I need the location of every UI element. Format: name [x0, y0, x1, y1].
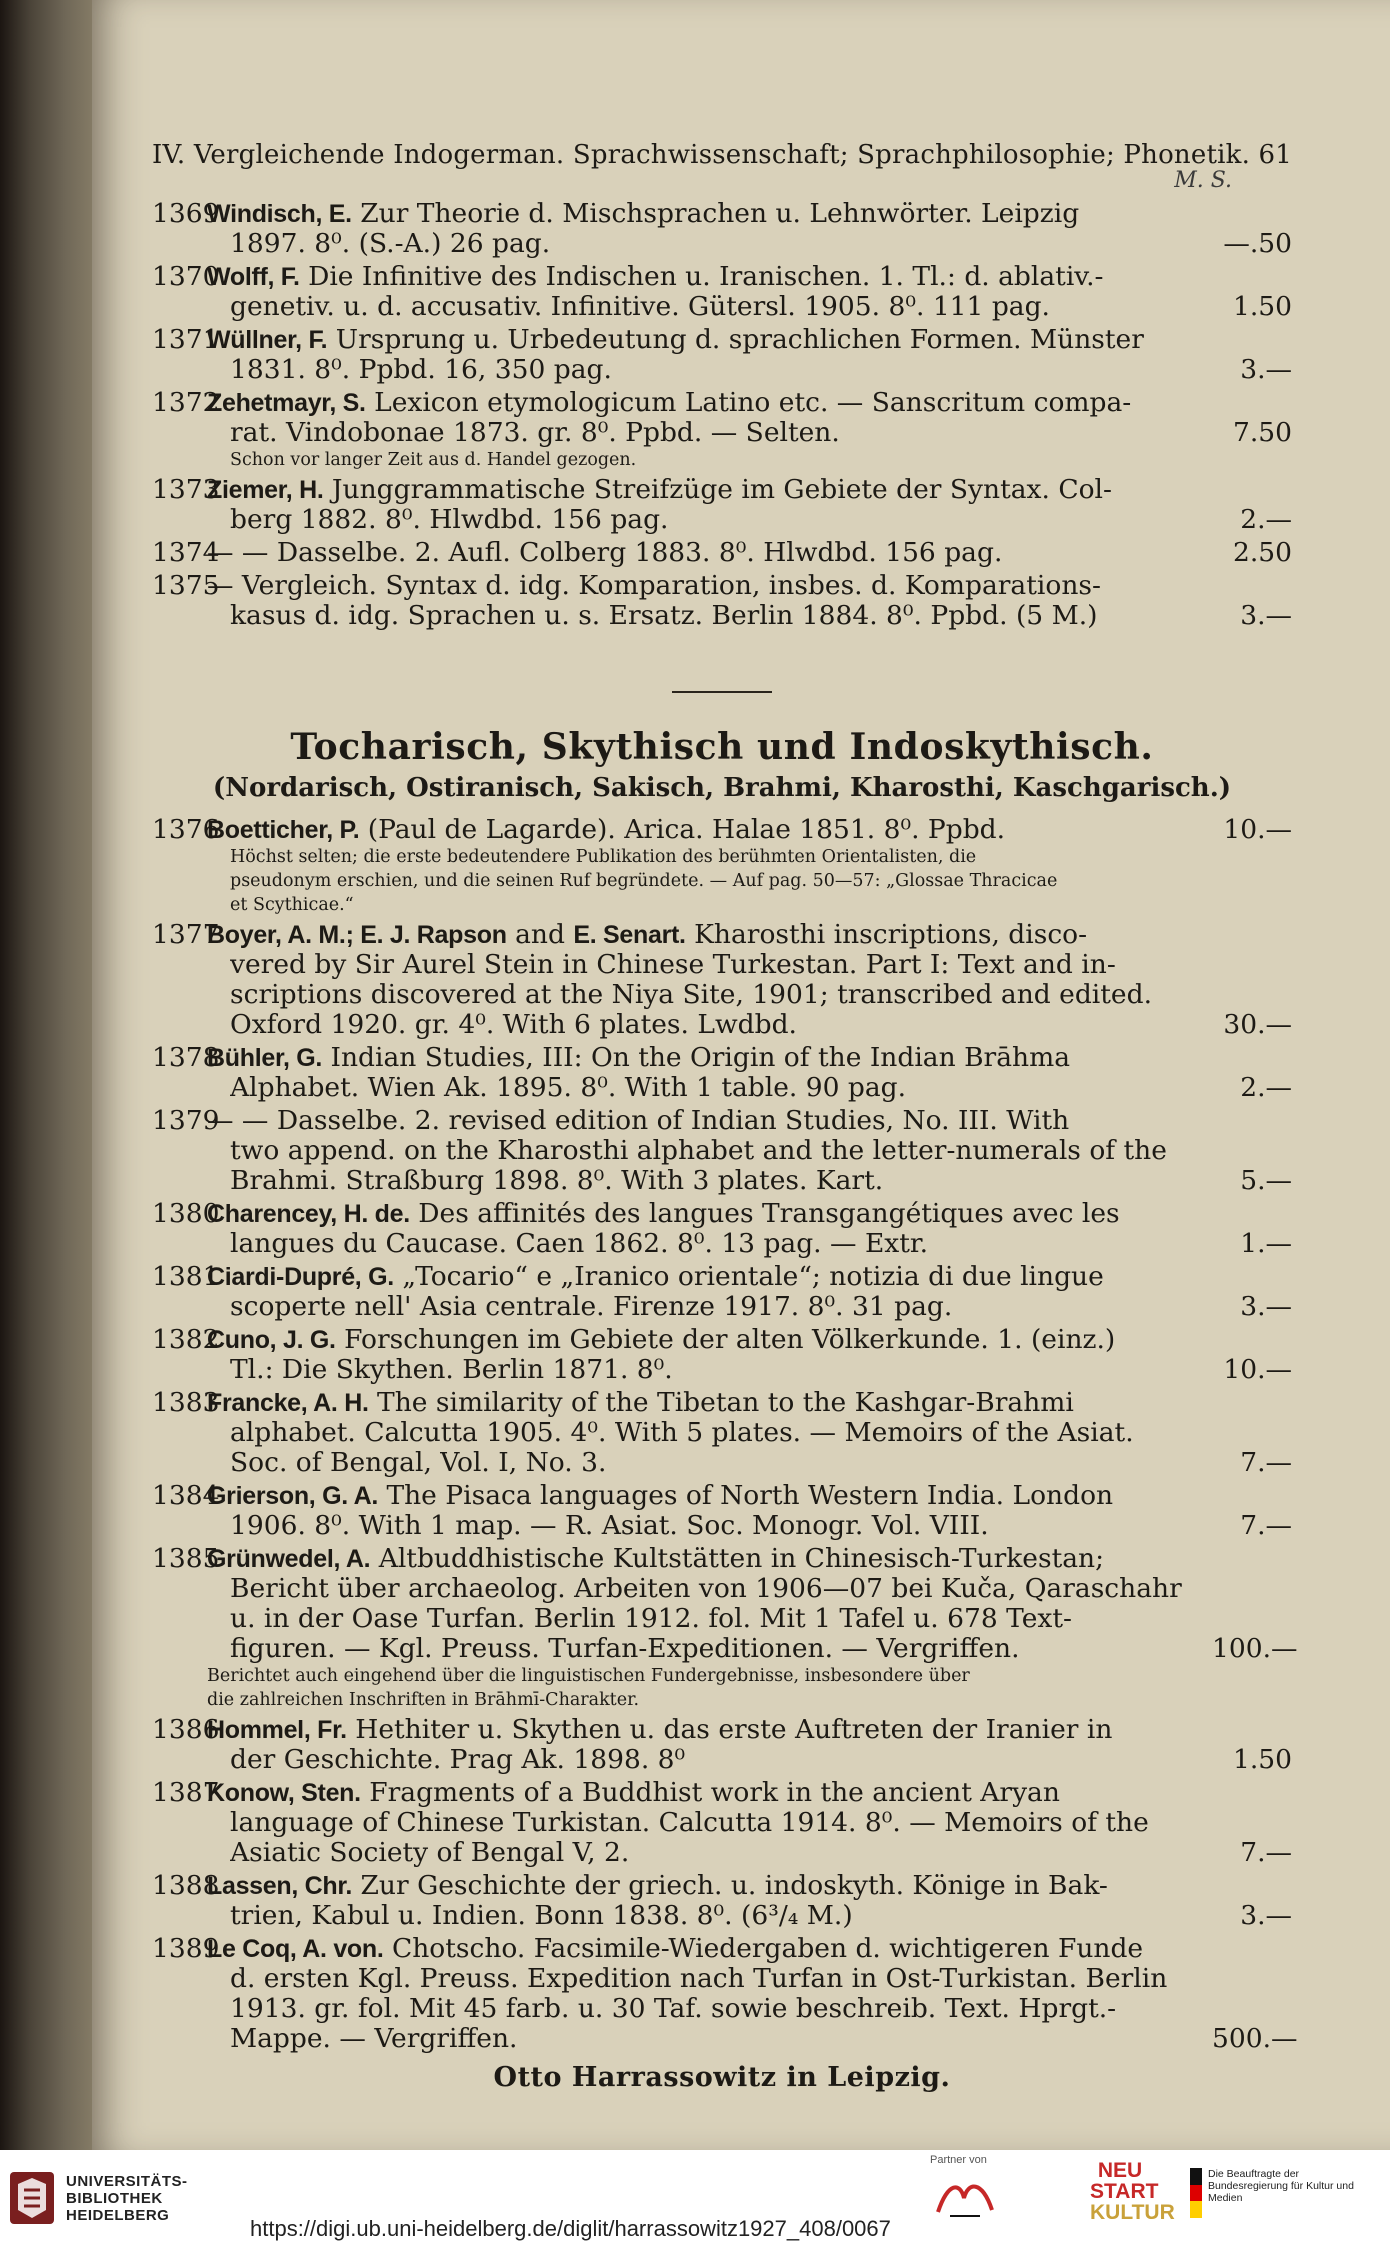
catalog-page — [92, 0, 1390, 2150]
entry-description: Asiatic Society of Bengal V, 2. — [230, 1838, 630, 1868]
entry-text — [207, 1106, 1212, 1136]
entry-text — [230, 1574, 1212, 1604]
catalog-entry — [152, 325, 1292, 385]
entry-number: 1372 — [152, 387, 220, 418]
entry-description: Oxford 1920. gr. 4⁰. With 6 plates. Lwdbd. — [230, 1010, 797, 1040]
entry-author: Boyer, A. M.; E. J. Rapson — [207, 921, 507, 949]
entry-text — [207, 920, 1212, 950]
entry-list-bottom — [152, 814, 1298, 2054]
entry-description: 1831. 8⁰. Ppbd. 16, 350 pag. — [230, 355, 612, 385]
entry-text — [207, 1043, 1212, 1073]
entry-description: Ursprung u. Urbedeutung d. sprachlichen Formen. Münster — [327, 325, 1144, 355]
catalog-entry — [152, 199, 1292, 259]
entry-line — [152, 292, 1292, 322]
entry-line — [152, 1073, 1292, 1103]
entry-text — [230, 1355, 1212, 1385]
entry-text — [230, 1136, 1212, 1166]
catalog-entry — [152, 1871, 1292, 1931]
dfg-logo-icon — [930, 2172, 1000, 2222]
entry-line — [152, 1355, 1292, 1385]
entry-line — [152, 571, 1292, 601]
entry-text — [230, 1166, 1212, 1196]
entry-price: 2.— — [1240, 1072, 1292, 1103]
entry-line — [152, 1574, 1292, 1604]
entry-note: Schon vor langer Zeit aus d. Handel gezogen. — [230, 450, 637, 470]
entry-description: alphabet. Calcutta 1905. 4⁰. With 5 plates. — Memoirs of the Asiat. — [230, 1418, 1134, 1448]
entry-line — [152, 1715, 1292, 1745]
entry-text — [207, 1544, 1212, 1574]
entry-text — [207, 571, 1212, 601]
entry-text — [230, 1010, 1212, 1040]
entry-description: Lexicon etymologicum Latino etc. — Sanscritum compa- — [365, 388, 1132, 418]
library-line: HEIDELBERG — [66, 2206, 170, 2224]
entry-description: (Paul de Lagarde). Arica. Halae 1851. 8⁰. Ppbd. — [359, 815, 1006, 845]
entry-description: Soc. of Bengal, Vol. I, No. 3. — [230, 1448, 607, 1478]
entry-description: figuren. — Kgl. Preuss. Turfan-Expeditionen. — Vergriffen. — [230, 1634, 1020, 1664]
entry-text — [230, 1634, 1212, 1664]
entry-text — [207, 325, 1212, 355]
entry-description: Des affinités des langues Transgangétiques avec les — [409, 1199, 1120, 1229]
entry-text — [230, 1994, 1212, 2024]
entry-number: 1386 — [152, 1714, 220, 1745]
entry-description: Mappe. — Vergriffen. — [230, 2024, 518, 2054]
entry-line — [152, 1262, 1292, 1292]
entry-description: kasus d. idg. Sprachen u. s. Ersatz. Berlin 1884. 8⁰. Ppbd. (5 M.) — [230, 601, 1098, 631]
entry-line — [152, 388, 1292, 418]
entry-price: 1.50 — [1232, 1744, 1292, 1775]
catalog-entry — [152, 262, 1292, 322]
entry-text — [207, 1778, 1212, 1808]
neustart-line: NEU — [1097, 2159, 1143, 2182]
entry-text — [230, 355, 1212, 385]
entry-number: 1381 — [152, 1261, 220, 1292]
entry-line — [152, 1325, 1292, 1355]
entry-line — [152, 1901, 1292, 1931]
entry-line — [152, 1745, 1292, 1775]
entry-price: 1.— — [1240, 1228, 1292, 1259]
catalog-entry — [152, 1325, 1292, 1385]
entry-text — [207, 1715, 1212, 1745]
catalog-entry — [152, 815, 1292, 917]
entry-description: Chotscho. Facsimile-Wiedergaben d. wichtigeren Funde — [383, 1934, 1144, 1964]
entry-line — [152, 1229, 1292, 1259]
neustart-kultur: KULTUR — [1090, 2201, 1175, 2224]
entry-text — [230, 950, 1212, 980]
bkm-logo — [1190, 2168, 1358, 2218]
entry-description: Alphabet. Wien Ak. 1895. 8⁰. With 1 table. 90 pag. — [230, 1073, 907, 1103]
entry-text — [207, 475, 1212, 505]
entry-number: 1388 — [152, 1870, 220, 1901]
entry-price: 2.— — [1240, 504, 1292, 535]
entry-text — [230, 418, 1212, 448]
entry-line — [152, 1964, 1292, 1994]
entry-number: 1371 — [152, 324, 220, 355]
library-line: BIBLIOTHEK — [66, 2189, 163, 2207]
source-url[interactable]: https://digi.ub.uni-heidelberg.de/diglit/harrassowitz1927_408/0067 — [250, 2216, 891, 2241]
entry-number: 1384 — [152, 1480, 220, 1511]
entry-description: d. ersten Kgl. Preuss. Expedition nach Turfan in Ost-Turkistan. Berlin — [230, 1964, 1168, 1994]
entry-price: 7.— — [1240, 1837, 1292, 1868]
catalog-entry — [152, 1199, 1292, 1259]
entry-line — [152, 538, 1292, 568]
entry-note: et Scythicae.“ — [230, 895, 354, 915]
entry-text — [207, 815, 1212, 845]
entry-author: Wüllner, F. — [207, 326, 328, 354]
entry-line — [152, 1136, 1292, 1166]
entry-description: The Pisaca languages of North Western India. London — [378, 1481, 1114, 1511]
entry-price: 3.— — [1240, 600, 1292, 631]
entry-line — [152, 1199, 1292, 1229]
entry-text — [207, 1388, 1212, 1418]
entry-description: 1913. gr. fol. Mit 45 farb. u. 30 Taf. sowie beschreib. Text. Hprgt.- — [230, 1994, 1117, 2024]
entry-number: 1382 — [152, 1324, 220, 1355]
catalog-entry — [152, 475, 1292, 535]
library-name — [66, 2173, 188, 2224]
entry-text — [230, 601, 1212, 631]
entry-line — [152, 815, 1292, 845]
entry-text — [230, 1745, 1212, 1775]
entry-number: 1389 — [152, 1933, 220, 1964]
entry-author: Boetticher, P. — [207, 816, 360, 844]
neustart-kultur-logo — [1090, 2159, 1175, 2224]
entry-text — [207, 1325, 1212, 1355]
entry-price: 10.— — [1223, 1354, 1292, 1385]
entry-description: rat. Vindobonae 1873. gr. 8⁰. Ppbd. — Selten. — [230, 418, 840, 448]
entry-number: 1385 — [152, 1543, 220, 1574]
entry-line — [152, 1778, 1292, 1808]
catalog-entry — [152, 1778, 1292, 1868]
entry-author: Bühler, G. — [207, 1044, 323, 1072]
neustart-line: START — [1090, 2180, 1159, 2203]
entry-author: Ziemer, H. — [207, 476, 324, 504]
university-library-logo[interactable] — [8, 2170, 188, 2226]
entry-text — [207, 199, 1212, 229]
entry-text — [230, 1511, 1212, 1541]
entry-line — [152, 1418, 1292, 1448]
entry-price: 3.— — [1240, 1291, 1292, 1322]
entry-line — [152, 1604, 1292, 1634]
entry-number: 1376 — [152, 814, 220, 845]
publisher-imprint: Otto Harrassowitz in Leipzig. — [493, 2062, 951, 2093]
entry-line — [152, 1544, 1292, 1574]
german-flag-icon — [1190, 2168, 1202, 2218]
entry-line — [152, 2023, 1298, 2054]
entry-description: Forschungen im Gebiete der alten Völkerkunde. 1. (einz.) — [335, 1325, 1116, 1355]
entry-text — [230, 1073, 1212, 1103]
entry-number: 1377 — [152, 919, 220, 950]
entry-line — [152, 1633, 1298, 1664]
entry-description: scriptions discovered at the Niya Site, 1901; transcribed and edited. — [230, 980, 1152, 1010]
entry-line — [152, 1166, 1292, 1196]
entry-number: 1369 — [152, 198, 220, 229]
entry-author: Wolff, F. — [207, 263, 300, 291]
entry-text — [207, 388, 1212, 418]
entry-line — [152, 355, 1292, 385]
entry-line — [152, 229, 1292, 259]
entry-line — [152, 1292, 1292, 1322]
entry-description: trien, Kabul u. Indien. Bonn 1838. 8⁰. (6³/₄ M.) — [230, 1901, 853, 1931]
entry-text — [207, 1199, 1212, 1229]
catalog-entry — [152, 1043, 1292, 1103]
entry-author: E. Senart. — [573, 921, 686, 949]
entry-line — [152, 418, 1292, 448]
entry-author: Francke, A. H. — [207, 1389, 369, 1417]
bkm-text: Die Beauftragte der Bundesregierung für Kultur und Medien — [1208, 2168, 1354, 2204]
entry-text — [230, 1901, 1212, 1931]
entry-line — [152, 920, 1292, 950]
entry-text — [230, 1418, 1212, 1448]
catalog-entry — [152, 1262, 1292, 1322]
entry-line — [152, 1994, 1292, 2024]
entry-description: — Vergleich. Syntax d. idg. Komparation, insbes. d. Komparations- — [207, 571, 1101, 601]
entry-author: Lassen, Chr. — [207, 1872, 353, 1900]
entry-description: Brahmi. Straßburg 1898. 8⁰. With 3 plates. Kart. — [230, 1166, 884, 1196]
catalog-entry — [152, 388, 1292, 472]
digitization-footer — [0, 2150, 1390, 2246]
entry-line — [152, 1448, 1292, 1478]
entry-list-top — [152, 199, 1292, 631]
catalog-entry — [152, 571, 1292, 631]
entry-number: 1373 — [152, 474, 220, 505]
entry-description: Tl.: Die Skythen. Berlin 1871. 8⁰. — [230, 1355, 673, 1385]
entry-text — [207, 1934, 1212, 1964]
entry-text — [230, 2024, 1212, 2054]
catalog-entry — [152, 1388, 1292, 1478]
library-line: UNIVERSITÄTS- — [66, 2172, 188, 2190]
entry-author: Grünwedel, A. — [207, 1545, 371, 1573]
entry-price: 100.— — [1212, 1633, 1298, 1664]
entry-price: 2.50 — [1232, 537, 1292, 568]
book-binding-edge — [0, 0, 100, 2150]
entry-author: Ciardi-Dupré, G. — [207, 1263, 394, 1291]
entry-text — [230, 1838, 1212, 1868]
entry-number: 1374 — [152, 537, 220, 568]
catalog-entry — [152, 1481, 1292, 1541]
university-seal-icon — [8, 2170, 56, 2226]
entry-text — [230, 1964, 1212, 1994]
entry-line — [152, 262, 1292, 292]
entry-number: 1387 — [152, 1777, 220, 1808]
entry-description: Zur Geschichte der griech. u. indoskyth. Könige in Bak- — [352, 1871, 1108, 1901]
entry-price: —.50 — [1223, 228, 1292, 259]
entry-line — [152, 1106, 1292, 1136]
entry-line — [152, 325, 1292, 355]
entry-description: Fragments of a Buddhist work in the ancient Aryan — [360, 1778, 1060, 1808]
entry-text — [230, 1229, 1212, 1259]
entry-line — [152, 1481, 1292, 1511]
entry-line — [152, 950, 1292, 980]
entry-price: 1.50 — [1232, 291, 1292, 322]
entry-description: Junggrammatische Streifzüge im Gebiete der Syntax. Col- — [323, 475, 1112, 505]
catalog-entry — [152, 1715, 1292, 1775]
entry-text — [207, 262, 1212, 292]
running-head-title: IV. Vergleichende Indogerman. Sprachwissenschaft; Sprachphilosophie; Phonetik. — [152, 140, 1251, 170]
entry-text — [230, 1448, 1212, 1478]
entry-description: language of Chinese Turkistan. Calcutta 1914. 8⁰. — Memoirs of the — [230, 1808, 1149, 1838]
entry-line — [152, 1511, 1292, 1541]
entry-line — [152, 1934, 1292, 1964]
entry-line — [152, 980, 1292, 1010]
entry-line — [152, 601, 1292, 631]
entry-description: — — Dasselbe. 2. Aufl. Colberg 1883. 8⁰. Hlwdbd. 156 pag. — [207, 538, 1003, 568]
entry-description: — — Dasselbe. 2. revised edition of Indian Studies, No. III. With — [207, 1106, 1070, 1136]
entry-description: scoperte nell' Asia centrale. Firenze 1917. 8⁰. 31 pag. — [230, 1292, 953, 1322]
page-number: 61 — [1258, 140, 1292, 170]
section-subtitle: (Nordarisch, Ostiranisch, Sakisch, Brahmi, Kharosthi, Kaschgarisch.) — [212, 773, 1232, 803]
entry-note: die zahlreichen Inschriften in Brāhmī-Charakter. — [207, 1690, 640, 1710]
section-title: Tocharisch, Skythisch und Indoskythisch. — [290, 726, 1154, 768]
entry-text — [207, 1262, 1212, 1292]
catalog-entry — [152, 538, 1292, 568]
entry-description: „Tocario“ e „Iranico orientale“; notizia di due lingue — [393, 1262, 1104, 1292]
entry-description: Kharosthi inscriptions, disco- — [685, 920, 1088, 950]
entry-description: Altbuddhistische Kultstätten in Chinesisch-Turkestan; — [370, 1544, 1105, 1574]
entry-line — [152, 1808, 1292, 1838]
entry-number: 1379 — [152, 1105, 220, 1136]
entry-text — [230, 1604, 1212, 1634]
entry-line — [152, 1388, 1292, 1418]
catalog-entry — [152, 1106, 1292, 1196]
catalog-entry — [152, 1543, 1298, 1712]
entry-number: 1370 — [152, 261, 220, 292]
entry-description: Hethiter u. Skythen u. das erste Auftreten der Iranier in — [346, 1715, 1113, 1745]
entry-text — [230, 1808, 1212, 1838]
section-divider — [672, 691, 772, 693]
entry-description: and — [506, 920, 574, 950]
entry-description: 1906. 8⁰. With 1 map. — R. Asiat. Soc. Monogr. Vol. VIII. — [230, 1511, 989, 1541]
entry-note: pseudonym erschien, und die seinen Ruf begründete. — Auf pag. 50—57: „Glossae Thracicae — [230, 871, 1058, 891]
entry-number: 1380 — [152, 1198, 220, 1229]
entry-description: Indian Studies, III: On the Origin of the Indian Brāhma — [322, 1043, 1071, 1073]
entry-line — [152, 1010, 1292, 1040]
entry-text — [230, 229, 1212, 259]
entry-note: Berichtet auch eingehend über die linguistischen Fundergebnisse, insbesondere über — [207, 1666, 970, 1686]
page-content — [152, 140, 1298, 2093]
entry-price: 3.— — [1240, 354, 1292, 385]
entry-text — [230, 980, 1212, 1010]
entry-description: two append. on the Kharosthi alphabet and the letter-numerals of the — [230, 1136, 1167, 1166]
entry-price: 10.— — [1223, 814, 1292, 845]
entry-line — [152, 1043, 1292, 1073]
entry-text — [207, 538, 1212, 568]
entry-text — [230, 1292, 1212, 1322]
entry-text — [207, 1871, 1212, 1901]
entry-description: berg 1882. 8⁰. Hlwdbd. 156 pag. — [230, 505, 669, 535]
catalog-entry — [152, 1933, 1298, 2054]
entry-description: der Geschichte. Prag Ak. 1898. 8⁰ — [230, 1745, 686, 1775]
entry-description: u. in der Oase Turfan. Berlin 1912. fol. Mit 1 Tafel u. 678 Text- — [230, 1604, 1072, 1634]
entry-description: Die Infinitive des Indischen u. Iranischen. 1. Tl.: d. ablativ.- — [299, 262, 1104, 292]
entry-number: 1383 — [152, 1387, 220, 1418]
entry-description: genetiv. u. d. accusativ. Infinitive. Gütersl. 1905. 8⁰. 111 pag. — [230, 292, 1050, 322]
entry-description: Bericht über archaeolog. Arbeiten von 1906—07 bei Kuča, Qaraschahr — [230, 1574, 1182, 1604]
entry-description: vered by Sir Aurel Stein in Chinese Turkestan. Part I: Text and in- — [230, 950, 1116, 980]
entry-price: 5.— — [1240, 1165, 1292, 1196]
entry-price: 30.— — [1223, 1009, 1292, 1040]
running-head — [152, 142, 1292, 168]
entry-price: 7.— — [1240, 1510, 1292, 1541]
entry-line — [152, 1838, 1292, 1868]
entry-price: 7.— — [1240, 1447, 1292, 1478]
entry-author: Hommel, Fr. — [207, 1716, 347, 1744]
entry-description: langues du Caucase. Caen 1862. 8⁰. 13 pag. — Extr. — [230, 1229, 929, 1259]
entry-price: 3.— — [1240, 1900, 1292, 1931]
pencil-mark: M. S. — [1174, 168, 1232, 193]
catalog-entry — [152, 920, 1292, 1040]
entry-text — [230, 505, 1212, 535]
entry-text — [207, 1481, 1212, 1511]
entry-author: Le Coq, A. von. — [207, 1935, 384, 1963]
entry-author: Cuno, J. G. — [207, 1326, 336, 1354]
entry-line — [152, 1871, 1292, 1901]
entry-author: Konow, Sten. — [207, 1779, 361, 1807]
entry-line — [152, 505, 1292, 535]
entry-description: Zur Theorie d. Mischsprachen u. Lehnwörter. Leipzig — [351, 199, 1080, 229]
entry-note: Höchst selten; die erste bedeutendere Publikation des berühmten Orientalisten, die — [230, 847, 977, 867]
entry-price: 7.50 — [1232, 417, 1292, 448]
entry-author: Zehetmayr, S. — [207, 389, 366, 417]
entry-description: The similarity of the Tibetan to the Kashgar-Brahmi — [368, 1388, 1074, 1418]
entry-line — [152, 199, 1292, 229]
entry-number: 1378 — [152, 1042, 220, 1073]
entry-price: 500.— — [1212, 2023, 1298, 2054]
entry-author: Windisch, E. — [207, 200, 352, 228]
partner-label: Partner von — [930, 2154, 987, 2166]
entry-text — [230, 292, 1212, 322]
entry-author: Charencey, H. de. — [207, 1200, 410, 1228]
entry-description: 1897. 8⁰. (S.-A.) 26 pag. — [230, 229, 551, 259]
entry-number: 1375 — [152, 570, 220, 601]
entry-author: Grierson, G. A. — [207, 1482, 379, 1510]
entry-line — [152, 475, 1292, 505]
